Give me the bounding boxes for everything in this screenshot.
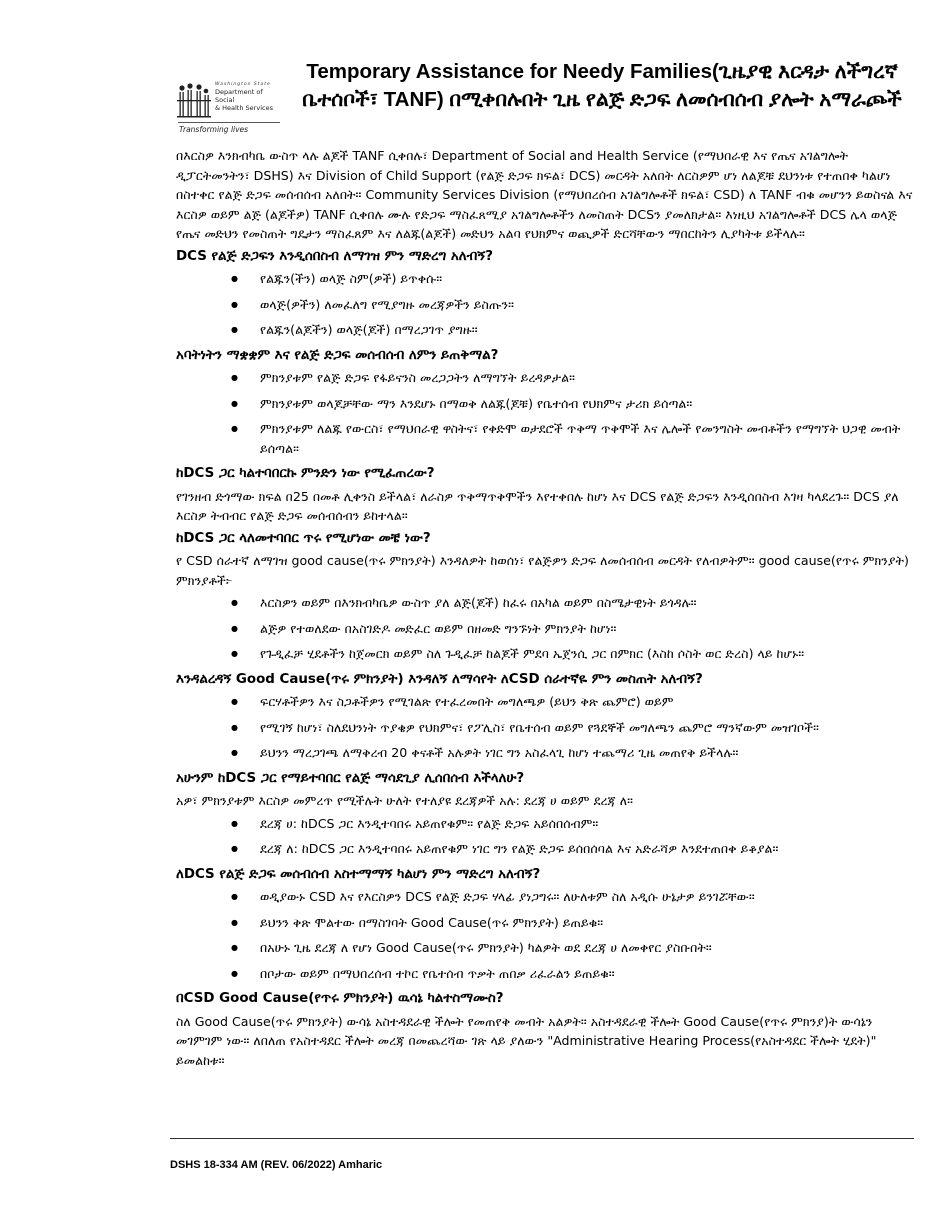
list-item: ● ልጅዎ የተወለደው በአስገድዶ መድፈር ወይም በዘመድ ግንኙነት ምክንያት ከሆነ። [176, 619, 916, 639]
intro-paragraph: በእርስዎ እንክብካቤ ውስጥ ላሉ ልጆች TANF ሲቀበሉ፣ Department of Social and Health Service (የማህበራዊ እና የጤና አገልግሎት ዲፓርትመንትን፣ DSHS) እና Division of Child Support (የልጅ ድጋፍ ክፍል፣ DCS) መርዳት አለበት ለርስዎም ሆነ ለልጆቹ ደህንነቱ የተጠበቀ ካልሆነ በስተቀር የልጅ ድጋፍ መሰብሰብ አለበት። Community Services Division (የማህበረሰብ አገልግሎቶች ክፍል፣ CSD) ለ TANF ብቁ መሆንን ይወስናል እና እርስዎ ወይም ልጅ (ልጆችዎ) TANF ሲቀበሉ ሙሉ የድጋፍ ማስፈጸሚያ አገልግሎቶችን ለመስጠት DCSን ያመለክታል። እነዚህ አገልግሎቶች DCS ሌላ ወላጅ የጤና መድህን የመስጠት ግዴታን ማስፈጸም እና ለልጁ(ልጆች) መድህን አልባ የህክምና ወጪዎች ድርሻቸውን ማበርከትን ሊያካትቱ ይችላሉ። [176, 148, 913, 241]
document-body [176, 146, 916, 1073]
form-number: DSHS 18-334 AM (REV. 06/2022) Amharic [170, 1159, 383, 1171]
bullet-list [176, 692, 916, 763]
logo-state-text: Washington State [215, 82, 271, 87]
section-heading: DCS የልጅ ድጋፍን እንዲሰበስብ ለማገዝ ምን ማድረግ አለብኝ? [176, 248, 493, 264]
list-item: ● ፍርሃቶችዎን እና ስጋቶችዎን የሚገልጽ የተፈረመበት መግለጫዎ (ይህን ቅጽ ጨምሮ) ወይም [176, 692, 916, 712]
list-item: ● የሚገኝ ከሆነ፣ ስለደህንነት ጥያቄዎ የህክምና፣ የፖሊስ፣ የቤተሰብ ወይም የጓደኞች መግለጫን ጨምሮ ማንኛውም መዝገቦች። [176, 718, 916, 738]
section-heading: እንዳልረዳኝ Good Cause(ጥሩ ምክንያት) እንዳለኝ ለማሳየት ለCSD ሰራተኛዬ ምን መስጠት አለብኝ? [176, 671, 703, 687]
section-heading: በCSD Good Cause(የጥሩ ምክንያት) ዉሳኔ ካልተስማሙስ? [176, 991, 504, 1006]
list-item: ● በአሁኑ ጊዜ ደረጃ ለ የሆነ Good Cause(ጥሩ ምክንያት) ካልዎት ወደ ደረጃ ሀ ለመቀየር ያስቡበት። [176, 938, 916, 958]
list-item: ● ይህንን ማረጋገጫ ለማቅረብ 20 ቀናቶች አሉዎት ነገር ግን አስፈላጊ ከሆነ ተጨማሪ ጊዜ መጠየቅ ይችላሉ። [176, 743, 916, 763]
section-heading: ለDCS የልጅ ድጋፍ መሰብሰብ አስተማማኝ ካልሆነ ምን ማድረግ አለብኝ? [176, 866, 541, 882]
list-item: ● ምክንያቱም ወላጆቻቸው ማን እንደሆኑ በማወቅ ለልጁ(ጆቹ) የቤተሰብ የህክምና ታሪክ ይሰጣል። [176, 394, 916, 414]
list-item: ● ምክንያቱም የልጅ ድጋፍ የፋይናንስ መረጋጋትን ለማግኘት ይረዳዎታል። [176, 368, 916, 388]
bullet-list [176, 269, 916, 340]
list-item: ● እርስዎን ወይም በእንክብካቤዎ ውስጥ ያለ ልጅ(ጆች) ከፈሩ በአካል ወይም በስሜታዊነት ይጎዳሉ። [176, 593, 916, 613]
section-heading: ከDCS ጋር ላለመተባበር ጥሩ የሚሆነው መቼ ነው? [176, 530, 431, 546]
list-item: ● ምክንያቱም ለልጁ የውርስ፣ የማህበራዊ ዋስትና፣ የቀድሞ ወታደሮች ጥቅማ ጥቅሞች እና ሌሎች የመንግስት መብቶችን የማግኘት ህጋዊ መብት ይሰጣል። [176, 419, 916, 458]
list-item: ● የልጁን(ችን) ወላጅ ስም(ዎች) ይጥቀሱ። [176, 269, 916, 289]
section-paragraph: የ CSD ሰራተኛ ለማገዝ good cause(ጥሩ ምክንያት) እንዳለዎት ከወሰነ፣ የልጅዎን ድጋፍ ለመሰብሰብ መርዳት የለብዎትም። good cause(የጥሩ ምክንያት) ምክንያቶች፦ [176, 553, 909, 588]
list-item: ● ወላጅ(ዎችን) ለመፈለግ የሚያግዙ መረጃዎችን ይስጡን። [176, 295, 916, 315]
list-item: ● የልጁን(ልጆችን) ወላጅ(ጆች) በማረጋገጥ ያግዙ። [176, 320, 916, 340]
dshs-logo [176, 78, 282, 140]
list-item: ● የጉዲፈቻ ሂደቶችን ከጀመርክ ወይም ስለ ጉዲፈቻ ከልጆች ምደባ ኤጀንሲ ጋር በምክር (እስከ ሶስት ወር ድረስ) ላይ ከሆኑ። [176, 644, 916, 664]
bullet-list [176, 368, 916, 458]
logo-name-line2: & Health Services [215, 104, 273, 112]
list-item: ● ደረጃ ሀ: ከDCS ጋር እንዲተባበሩ አይጠየቁም። የልጅ ድጋፍ አይሰበሰብም። [176, 814, 916, 834]
section-paragraph: አዎ፣ ምክንያቱም እርስዎ መምረጥ የሚችሉት ሁለት የተለያዩ ደረጃዎች አሉ: ደረጃ ሀ ወይም ደረጃ ለ። [176, 793, 634, 808]
dshs-family-logo-icon [176, 82, 212, 122]
bullet-list [176, 593, 916, 664]
list-item: ● ደረጃ ለ: ከDCS ጋር እንዲተባበሩ አይጠየቁም ነገር ግን የልጅ ድጋፍ ይሰበሰባል እና አድራሻዎ እንደተጠበቀ ይቆያል። [176, 839, 916, 859]
logo-wordmark [215, 82, 283, 112]
logo-tagline: Transforming lives [179, 125, 249, 134]
section-heading: ከDCS ጋር ካልተባበርኩ ምንድን ነው የሚፈጠረው? [176, 466, 435, 481]
logo-divider [178, 122, 280, 123]
list-item: ● ወዲያውኑ CSD እና የእርስዎን DCS የልጅ ድጋፍ ሃላፊ ያነጋግሩ። ለሁለቱም ስለ አዲሱ ሁኔታዎ ይንገሯቸው። [176, 887, 916, 907]
section-paragraph: የገንዘብ ድጎማው ክፍል በ25 በመቶ ሊቀንስ ይችላል፣ ለራስዎ ጥቅማጥቅሞችን እየተቀበሉ ከሆነ እና DCS የልጅ ድጋፍን እንዲሰበስብ እገዛ ካላደረጉ። DCS ያለ እርስዎ ትብብር የልጅ ድጋፍ መሰብሰብን ይከተላል። [176, 488, 899, 523]
list-item: ● ይህንን ቅጽ ሞልተው በማስገባት Good Cause(ጥሩ ምክንያት) ይጠይቁ። [176, 913, 916, 933]
section-paragraph: ስለ Good Cause(ጥሩ ምክንያት) ውሳኔ አስተዳደራዊ ችሎት የመጠየቅ መብት አልዎት። አስተዳደራዊ ችሎት Good Cause(የጥሩ ምክንያ)ት ውሳኔን መገምገም ነው። ለበለጠ የአስተዳደር ችሎት መረጃ በመጨረሻው ገጽ ላይ ያለውን "Administrative Hearing Process(የአስተዳደር ችሎት ሂደት)" ይመልከቱ። [176, 1013, 877, 1068]
list-item: ● በቦታው ወይም በማህበረሰብ ተኮር የቤተሰብ ጥቃት ጠበቃ ሪፈራልን ይጠይቁ። [176, 964, 916, 984]
section-heading: አሁንም ከDCS ጋር የማይተባበር የልጅ ማሳደጊያ ሊሰበሰብ እችላለሁ? [176, 770, 525, 786]
section-heading: አባትነትን ማቋቋም እና የልጅ ድጋፍ መሰብሰብ ለምን ይጠቅማል? [176, 347, 499, 363]
logo-name-line1: Department of Social [215, 88, 263, 104]
footer-divider [170, 1138, 914, 1139]
bullet-list [176, 814, 916, 859]
bullet-list [176, 887, 916, 983]
document-title: Temporary Assistance for Needy Families(ጊዜያዊ እርዳታ ለችግረኛ ቤተሰቦች፣ TANF) በሚቀበሉበት ጊዜ የልጅ ድጋፍ ለመሰብሰብ ያሎት አማራጮች [302, 60, 902, 111]
